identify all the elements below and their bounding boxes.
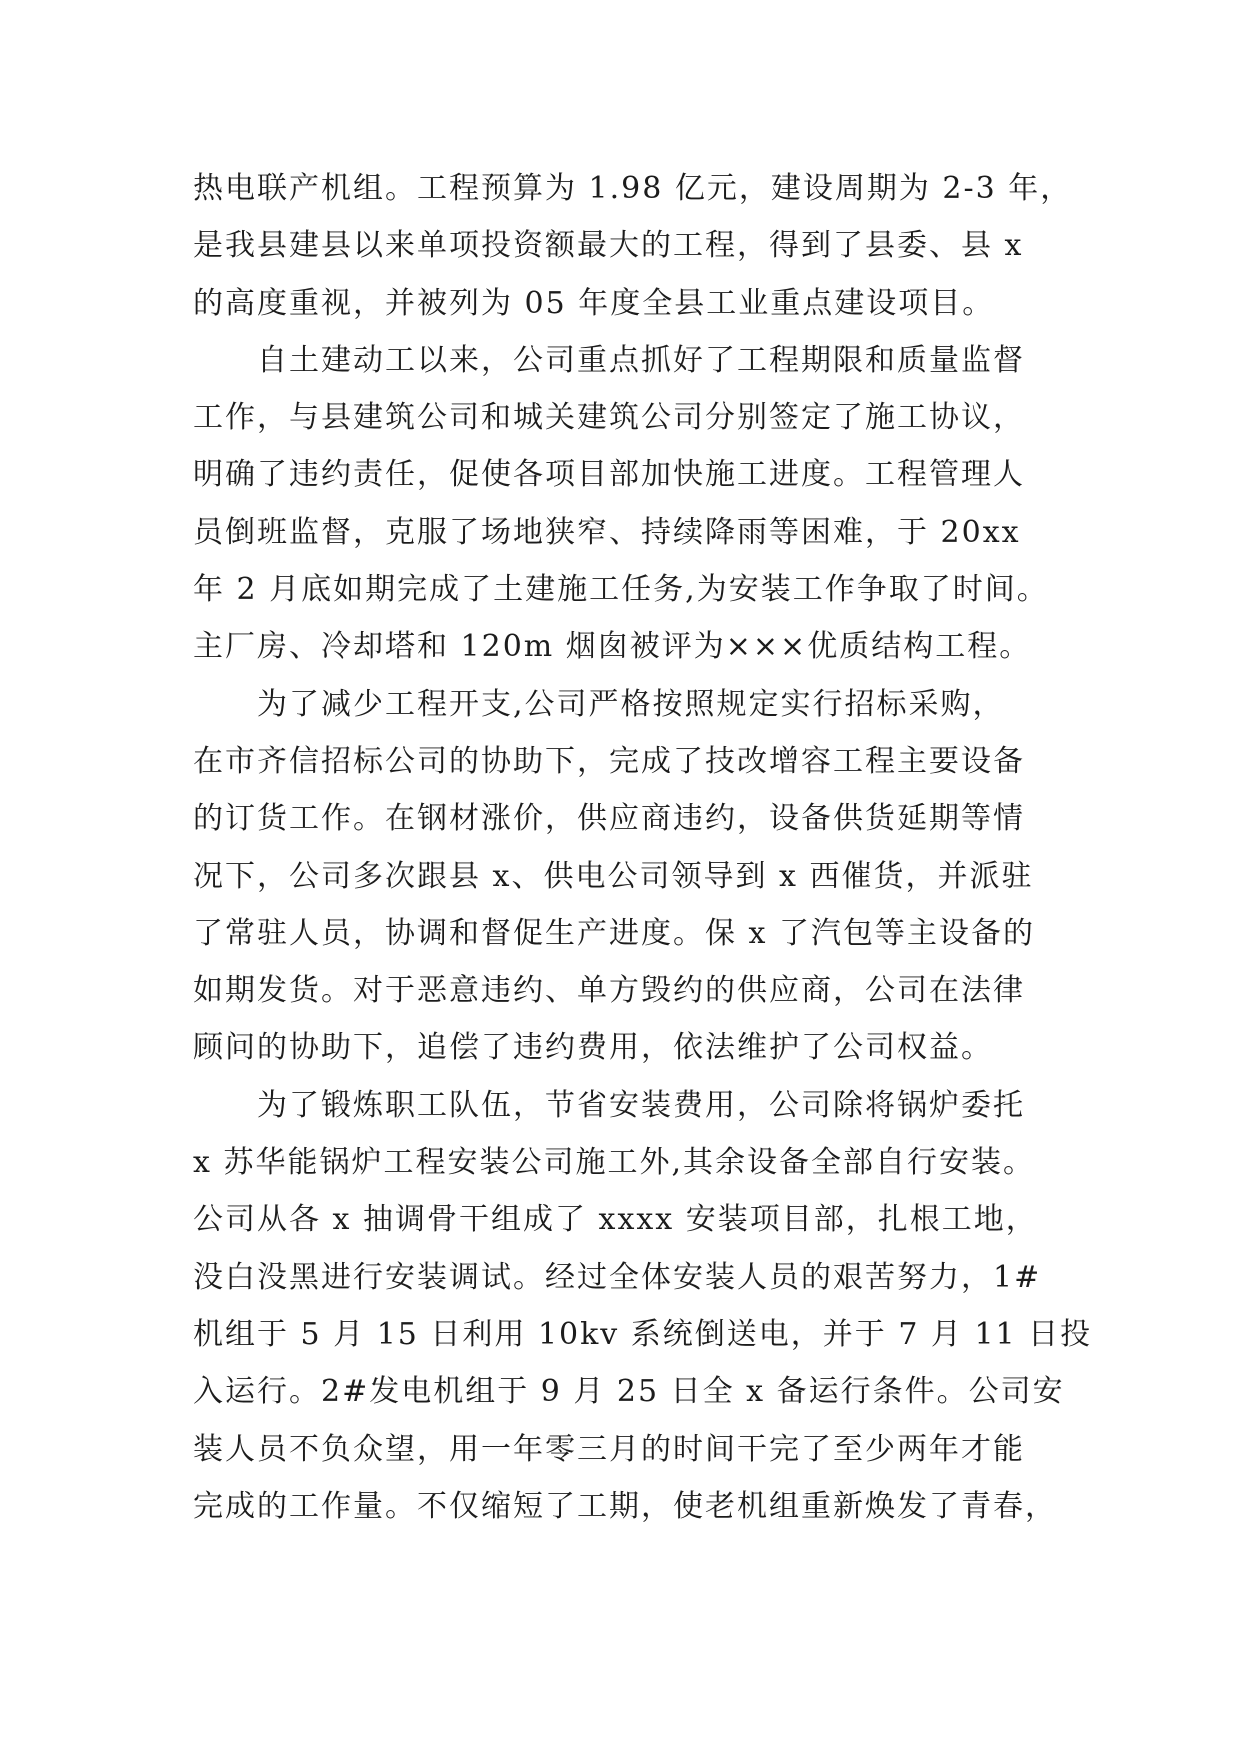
text-line: 为了锻炼职工队伍，节省安装费用，公司除将锅炉委托 xyxy=(193,1087,1025,1123)
text-line: 机组于 5 月 15 日利用 10kv 系统倒送电，并于 7 月 11 日投 xyxy=(193,1316,1093,1352)
text-line: 况下，公司多次跟县 x、供电公司领导到 x 西催货，并派驻 xyxy=(193,858,1034,894)
text-line: 工作，与县建筑公司和城关建筑公司分别签定了施工协议， xyxy=(193,400,1025,436)
text-line: 员倒班监督，克服了场地狭窄、持续降雨等困难，于 20xx xyxy=(193,514,1021,550)
text-line: 明确了违约责任，促使各项目部加快施工进度。工程管理人 xyxy=(193,457,1025,493)
text-line: 自土建动工以来，公司重点抓好了工程期限和质量监督 xyxy=(193,342,1025,378)
text-line: 没白没黑进行安装调试。经过全体安装人员的艰苦努力，1# xyxy=(193,1259,1042,1295)
text-line: 的高度重视，并被列为 05 年度全县工业重点建设项目。 xyxy=(193,285,995,321)
text-line: 在市齐信招标公司的协助下，完成了技改增容工程主要设备 xyxy=(193,743,1025,779)
text-line: 如期发货。对于恶意违约、单方毁约的供应商，公司在法律 xyxy=(193,973,1025,1009)
document-body xyxy=(193,160,1093,1535)
text-line: 了常驻人员，协调和督促生产进度。保 x 了汽包等主设备的 xyxy=(193,915,1035,951)
text-line: x 苏华能锅炉工程安装公司施工外,其余设备全部自行安装。 xyxy=(193,1145,1035,1181)
text-line: 顾问的协助下，追偿了违约费用，依法维护了公司权益。 xyxy=(193,1030,993,1066)
text-line: 主厂房、冷却塔和 120m 烟囱被评为×××优质结构工程。 xyxy=(193,629,1032,665)
text-line: 为了减少工程开支,公司严格按照规定实行招标采购， xyxy=(193,686,1005,722)
text-line: 完成的工作量。不仅缩短了工期，使老机组重新焕发了青春， xyxy=(193,1488,1057,1524)
text-line: 的订货工作。在钢材涨价，供应商违约，设备供货延期等情 xyxy=(193,801,1025,837)
text-line: 热电联产机组。工程预算为 1.98 亿元，建设周期为 2-3 年， xyxy=(193,171,1073,206)
text-line: 公司从各 x 抽调骨干组成了 xxxx 安装项目部，扎根工地， xyxy=(193,1202,1038,1238)
text-line: 是我县建县以来单项投资额最大的工程，得到了县委、县 x xyxy=(193,228,1024,264)
text-line: 年 2 月底如期完成了土建施工任务,为安装工作争取了时间。 xyxy=(193,572,1049,608)
text-line: 入运行。2#发电机组于 9 月 25 日全 x 备运行条件。公司安 xyxy=(193,1374,1065,1410)
text-line: 装人员不负众望，用一年零三月的时间干完了至少两年才能 xyxy=(193,1431,1025,1467)
